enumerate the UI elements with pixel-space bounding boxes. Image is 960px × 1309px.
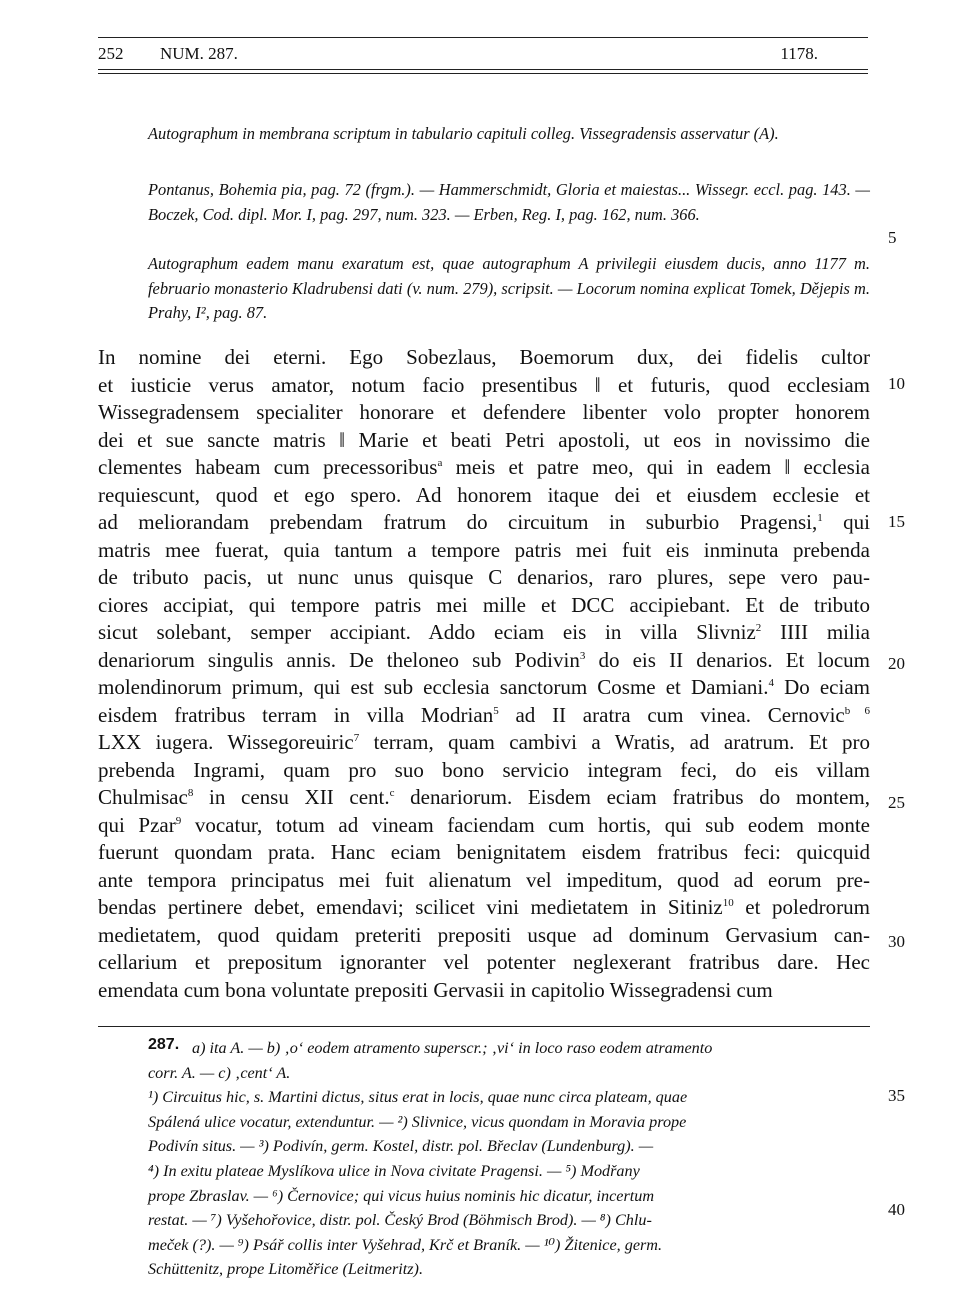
text-fragment: meis et patre meo, qui in eadem ‖ ecclesia xyxy=(442,455,870,479)
text-fragment: LXX iugera. Wissegoreuiric xyxy=(98,730,354,754)
text-fragment: molendinorum primum, qui est sub ecclesia sanctorum Cosme et Damiani. xyxy=(98,675,769,699)
text-line xyxy=(98,647,870,675)
text-line: medietatem, quod quidam preteriti prepositi usque ad dominum Gervasium can- xyxy=(98,922,870,947)
text-line: de tributo pacis, ut nunc unus quisque C denarios, raro plures, sepe vero pau- xyxy=(98,565,870,589)
footnotes xyxy=(148,1036,870,1282)
text-line xyxy=(98,812,870,840)
text-line: In nomine dei eterni. Ego Sobezlaus, Boemorum dux, dei fidelis cultor xyxy=(98,345,870,369)
line-number: 10 xyxy=(888,374,905,393)
line-number: 5 xyxy=(888,228,897,247)
text-fragment: qui Pzar xyxy=(98,812,176,837)
footnote-ref: b 6 xyxy=(844,704,871,717)
text-fragment: Chulmisac xyxy=(98,785,188,809)
palaeographic-note xyxy=(148,252,870,326)
text-fragment: bendas pertinere debet, emendavi; scilicet vini medietatem in Sitiniz xyxy=(98,895,723,919)
line-number: 30 xyxy=(888,932,905,951)
text-line: dei et sue sancte matris ‖ Marie et beati Petri apostoli, ut eos in novissimo die xyxy=(98,427,870,452)
header-rule-bottom-2 xyxy=(98,73,868,74)
footnote-line: restat. — ⁷) Vyšehořovice, distr. pol. Český Brod (Böhmisch Brod). — ⁸) Chlu- xyxy=(148,1211,652,1230)
text-line xyxy=(98,509,870,537)
line-number: 20 xyxy=(888,654,905,673)
line-number: 35 xyxy=(888,1086,905,1105)
text-fragment: in censu XII cent. xyxy=(193,785,390,809)
text-line xyxy=(98,702,870,730)
text-fragment: qui xyxy=(822,510,870,534)
footnote-ref: 2 xyxy=(755,622,762,634)
text-fragment: denariorum. Eisdem eciam fratribus do montem, xyxy=(394,785,870,809)
text-line xyxy=(98,894,870,922)
text-fragment: do eis II denarios. Et locum xyxy=(585,647,870,672)
footnote-line: meček (?). — ⁹) Psář collis inter Vyšehrad, Krč et Braník. — ¹⁰) Žitenice, germ. xyxy=(148,1235,663,1254)
text-fragment: terram, quam cambivi a Wratis, ad aratrum. Et pro xyxy=(359,730,870,754)
footnote-ref: c xyxy=(389,787,395,799)
footnote-line: ⁴) In exitu plateae Myslíkova ulice in Nova civitate Pragensi. — ⁵) Modřany xyxy=(148,1161,640,1180)
text-line: ciores accipiat, qui tempore patris mei mille et DCC accipiebant. Et de tributo xyxy=(98,592,870,617)
line-number: 15 xyxy=(888,512,905,531)
text-fragment: vocatur, totum ad vineam faciendam cum hortis, qui sub eodem monte xyxy=(181,812,870,837)
source-description xyxy=(148,122,870,147)
page-number: 252 xyxy=(98,44,124,63)
footnote-ref: 10 xyxy=(722,897,734,909)
intro-paragraph-scribe: Autographum eadem manu exaratum est, quae autographum A privilegii eiusdem ducis, anno 1177 m. februario monasterio Kladrubensi dati (v. num. 279), scripsit. — Locorum nomina explicat Tomek, Dějepis m. Prahy, I², pag. 87. xyxy=(148,254,870,323)
footnote-ref: 3 xyxy=(579,649,586,662)
text-line xyxy=(98,454,870,482)
text-line: prebenda Ingrami, quam pro suo bono servicio integram feci, do eis villam xyxy=(98,757,870,782)
text-line: requiescunt, quod et ego spero. Ad honorem itaque dei et eiusdem ecclesie et xyxy=(98,482,870,507)
line-number: 25 xyxy=(888,793,905,812)
intro-paragraph-editions: Pontanus, Bohemia pia, pag. 72 (frgm.). — Hammerschmidt, Gloria et maiestas... Wissegr. eccl. pag. 143. — Boczek, Cod. dipl. Mor. I, pag. 297, num. 323. — Erben, Reg. I, pag. 162, num. 366. xyxy=(148,180,870,224)
bibliography xyxy=(148,178,870,227)
text-fragment: ad II aratra cum vinea. Cernovic xyxy=(498,702,845,727)
text-line xyxy=(98,784,870,812)
text-line xyxy=(98,729,870,757)
footnote-line: a) ita A. — b) ‚o‘ eodem atramento superscr.; ‚vi‘ in loco raso eodem atramento xyxy=(192,1039,713,1057)
text-fragment: eisdem fratribus terram in villa Modrian xyxy=(98,702,494,727)
footnote-ref: a xyxy=(437,457,443,469)
footnote-ref: 5 xyxy=(493,704,499,717)
footnote-document-number: 287. xyxy=(148,1036,180,1053)
header-rule-top xyxy=(98,37,868,38)
footnote-ref: 8 xyxy=(187,787,194,799)
text-fragment: et poledrorum xyxy=(733,895,870,919)
charter-text xyxy=(98,344,870,1004)
footnote-line: Schüttenitz, prope Litoměřice (Leitmeritz). xyxy=(148,1260,423,1279)
text-line xyxy=(98,619,870,647)
document-number: NUM. 287. xyxy=(160,44,238,63)
footnote-line: Podivín situs. — ³) Podivín, germ. Kostel, distr. pol. Břeclav (Lundenburg). — xyxy=(148,1137,654,1156)
document-year: 1178. xyxy=(780,44,818,63)
text-fragment: sicut solebant, semper accipiant. Addo eciam eis in villa Slivniz xyxy=(98,620,756,644)
text-line: ante tempora principatus mei fuit alienatum vel impeditum, quod ad eorum pre- xyxy=(98,867,870,892)
text-line: Wissegradensem specialiter honorare et defendere libenter volo propter honorem xyxy=(98,400,870,424)
footnote-line: Spálená ulice vocatur, extenduntur. — ²) Slivnice, vicus quondam in Moravia prope xyxy=(148,1112,687,1131)
text-line: et iusticie verus amator, notum facio presentibus ‖ et futuris, quod ecclesiam xyxy=(98,372,870,397)
text-fragment: clementes habeam cum precessoribus xyxy=(98,455,438,479)
intro-paragraph-archive: Autographum in membrana scriptum in tabulario capituli colleg. Vissegradensis asservatur (A). xyxy=(148,124,779,143)
footnote-line: corr. A. — c) ‚cent‘ A. xyxy=(148,1063,291,1082)
footnote-ref: 1 xyxy=(817,512,823,524)
footnote-line: ¹) Circuitus hic, s. Martini dictus, situs erat in locis, quae nunc circa plateam, quae xyxy=(148,1088,688,1107)
footnote-ref: 7 xyxy=(353,732,360,744)
footnote-line: prope Zbraslav. — ⁶) Černovice; qui vicus huius nominis hic dicatur, incertum xyxy=(148,1186,655,1205)
text-fragment: ad meliorandam prebendam fratrum do circuitum in suburbio Pragensi, xyxy=(98,510,818,534)
line-number: 40 xyxy=(888,1200,905,1219)
text-line: emendata cum bona voluntate prepositi Gervasii in capitolio Wissegradensi cum xyxy=(98,977,773,1002)
footnote-ref: 9 xyxy=(175,814,182,827)
text-line: fuerunt quondam prata. Hanc eciam benignitatem eisdem fratribus feci: quicquid xyxy=(98,840,870,864)
text-line: matris mee fuerat, quia tantum a tempore patris mei fuit eis inminuta prebenda xyxy=(98,537,870,562)
text-fragment: denariorum singulis annis. De theloneo sub Podivin xyxy=(98,647,580,672)
text-line xyxy=(98,674,870,702)
running-header xyxy=(98,44,870,68)
footnote-ref: 4 xyxy=(768,677,775,689)
footnote-rule xyxy=(98,1026,870,1027)
text-fragment: IIII milia xyxy=(761,620,871,644)
text-fragment: Do eciam xyxy=(774,675,870,699)
header-rule-bottom xyxy=(98,69,868,70)
text-line: cellarium et prepositum ignoranter vel potenter neglexerant fratribus dare. Hec xyxy=(98,950,870,974)
